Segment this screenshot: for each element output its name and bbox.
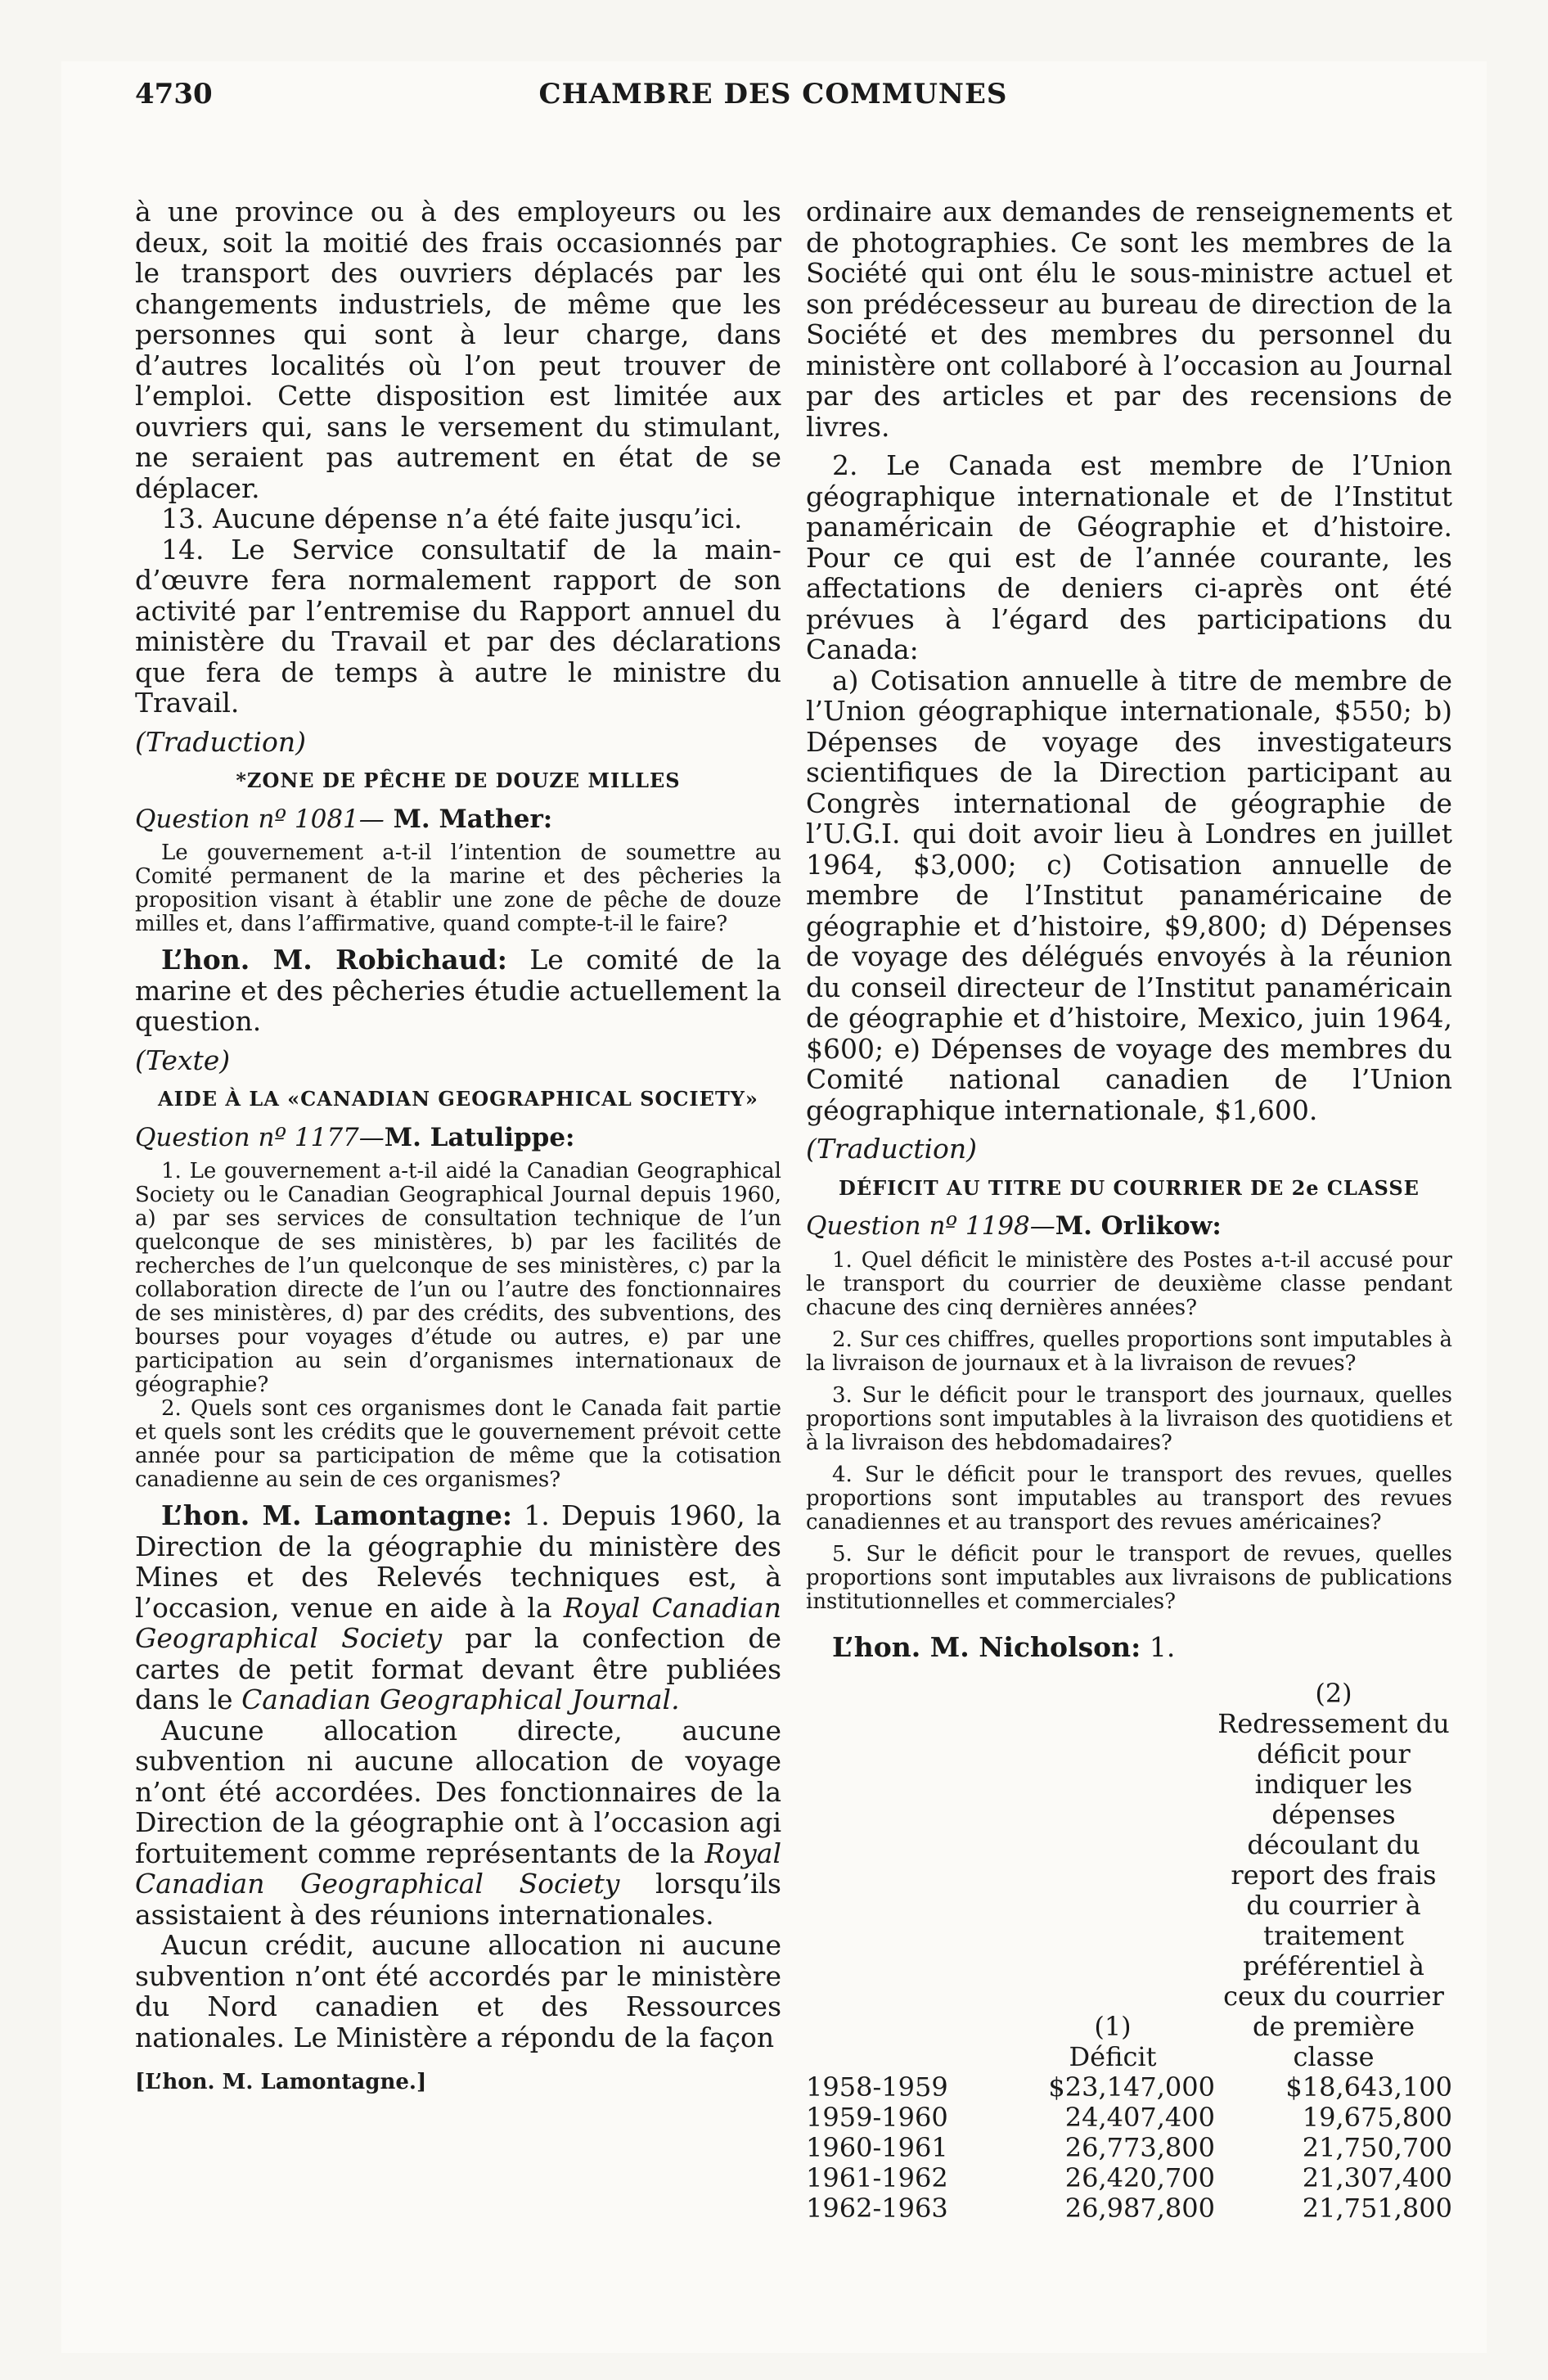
question-text: 2. Quels sont ces organismes dont le Canada fait partie et quels sont les crédits que le gouvernement prévoit cette année pour sa participation de même que la cotisation canadienne au sein de ces organismes? [135, 1396, 781, 1492]
page-title: CHAMBRE DES COMMUNES [538, 78, 1008, 110]
answer-text: 1. Depuis 1960, la Direction de la géographie du ministère des Mines et des Relevés techniques est, à l’occasion, venue en aide à la [135, 1499, 781, 1624]
question-author: M. Mather: [384, 804, 553, 834]
adjustment-cell: 21,750,700 [1302, 2132, 1452, 2163]
column-number: (1) [1094, 2011, 1132, 2042]
year-cell: 1960-1961 [806, 2132, 948, 2163]
page-header [135, 78, 1411, 119]
adjustment-cell: 19,675,800 [1302, 2102, 1452, 2133]
question-text: Le gouvernement a-t-il l’intention de soumettre au Comité permanent de la marine et des pêcheries la proposition visant à établir une zone de pêche de douze milles et, dans l’affirmative, quand compte-t-il le faire? [135, 841, 781, 936]
paragraph [135, 1715, 781, 1931]
table-row [806, 2103, 1452, 2133]
section-heading: DÉFICIT AU TITRE DU COURRIER DE 2e CLASSE [839, 1175, 1420, 1200]
deficit-cell: 26,420,700 [1064, 2162, 1215, 2193]
section-heading: AIDE À LA «CANADIAN GEOGRAPHICAL SOCIETY» [158, 1087, 758, 1111]
question-text: 4. Sur le déficit pour le transport des revues, quelles proportions sont imputables au transport des revues canadiennes et au transport des revues américaines? [806, 1462, 1452, 1535]
answer [135, 944, 781, 1037]
year-cell: 1962-1963 [806, 2193, 948, 2224]
paragraph: 14. Le Service consultatif de la main-d’œuvre fera normalement rapport de son activité par l’entremise du Rapport annuel du ministère du Travail et par des déclarations que fera de temps à autre le ministre du Travail. [135, 533, 781, 719]
question-label: Question nº 1081— [135, 804, 385, 834]
question-author: M. Latulippe: [384, 1122, 575, 1152]
deficit-cell: 24,407,400 [1064, 2102, 1215, 2133]
question-text: 1. Quel déficit le ministère des Postes a-t-il accusé pour le transport du courrier de deuxième classe pendant chacune des cinq dernières années? [806, 1247, 1452, 1320]
answer [135, 1500, 781, 1715]
speaker-name: L’hon. M. Nicholson: [832, 1630, 1141, 1663]
question-author: M. Orlikow: [1055, 1211, 1222, 1241]
section-marker: (Texte) [135, 1044, 231, 1076]
question-heading [135, 1123, 781, 1154]
column-title: Déficit [1069, 2041, 1157, 2072]
deficit-cell: 26,987,800 [1064, 2193, 1215, 2224]
paragraph: 2. Le Canada est membre de l’Union géographique internationale et de l’Institut panaméricain de Géographie et d’histoire. Pour ce qui est de l’année courante, les affectations de deniers ci-après ont été prévues à l’égard des participations du Canada: [806, 449, 1452, 665]
answer-text: 1. [1141, 1630, 1176, 1663]
table-row [806, 2193, 1452, 2224]
answer-text: Le comité de la marine et des pêcheries étudie actuellement la question. [135, 944, 781, 1037]
page-number: 4730 [135, 78, 213, 110]
section-marker: (Traduction) [135, 725, 307, 758]
answer-italic: Royal Canadian Geographical Society [135, 1591, 781, 1654]
column-header [1010, 1709, 1215, 2072]
year-cell: 1959-1960 [806, 2102, 948, 2133]
paragraph: 13. Aucune dépense n’a été faite jusqu’ici. [161, 503, 743, 534]
speaker-name: L’hon. M. Robichaud: [161, 944, 507, 976]
right-column [806, 196, 1452, 2224]
answer [806, 1632, 1452, 1663]
question-heading [806, 1211, 1452, 1242]
section-marker: (Traduction) [806, 1133, 978, 1165]
left-column [135, 196, 781, 2094]
table-row [806, 2072, 1452, 2103]
deficit-table [806, 1679, 1452, 2224]
table-row [806, 2133, 1452, 2163]
deficit-cell: $23,147,000 [1048, 2071, 1215, 2103]
paragraph: a) Cotisation annuelle à titre de membre de l’Union géographique internationale, $550; b) Dépenses de voyage des investigateurs scientifiques de la Direction participant au Congrès international de géographie de l’U.G.I. qui doit avoir lieu à Londres en juillet 1964, $3,000; c) Cotisation annuelle de membre de l’Institut panaméricaine de géographie et d’histoire, $9,800; d) Dépenses de voyage des délégués envoyés à la réunion du conseil directeur de l’Institut panaméricain de géographie et d’histoire, Mexico, juin 1964, $600; e) Dépenses de voyage des membres du Comité national canadien de l’Union géographique internationale, $1,600. [806, 664, 1452, 1126]
adjustment-cell: 21,307,400 [1302, 2162, 1452, 2193]
adjustment-cell: $18,643,100 [1285, 2071, 1452, 2103]
year-cell: 1961-1962 [806, 2162, 948, 2193]
question-label: Question nº 1177— [135, 1122, 385, 1152]
year-cell: 1958-1959 [806, 2071, 948, 2103]
section-heading: *ZONE DE PÊCHE DE DOUZE MILLES [236, 769, 681, 792]
paragraph-italic: Royal Canadian Geographical Society [135, 1837, 781, 1900]
answer-text: par la confection de cartes de petit format devant être publiées dans le [135, 1622, 781, 1715]
question-text: 5. Sur le déficit pour le transport de revues, quelles proportions sont imputables aux livraisons de publications institutionnelles et commerciales? [806, 1541, 1452, 1614]
paragraph-text: Aucune allocation directe, aucune subvention ni aucune allocation de voyage n’ont été accordées. Des fonctionnaires de la Direction de la géographie ont à l’occasion agi fortuitement comme représentants de la [135, 1714, 781, 1869]
table-row [806, 2163, 1452, 2193]
question-heading [135, 805, 781, 836]
paragraph: à une province ou à des employeurs ou les deux, soit la moitié des frais occasionnés par le transport des ouvriers déplacés par les changements industriels, de même que les personnes qui sont à leur charge, dans d’autres localités où l’on peut trouver de l’emploi. Cette disposition est limitée aux ouvriers qui, sans le versement du stimulant, ne seraient pas autrement en état de se déplacer. [135, 196, 781, 504]
page-footer: [L’hon. M. Lamontagne.] [135, 2070, 427, 2094]
deficit-cell: 26,773,800 [1064, 2132, 1215, 2163]
question-label: Question nº 1198— [806, 1211, 1055, 1241]
question-text: 1. Le gouvernement a-t-il aidé la Canadian Geographical Society ou le Canadian Geographical Journal depuis 1960, a) par ses services de consultation technique de l’un quelconque de ses ministères, b) par les facilités de recherches de l’un quelconque de ses ministères, c) par la collaboration directe de l’un ou l’autre des fonctionnaires de ses ministères, d) par des crédits, des subventions, des bourses pour voyages d’étude ou autres, e) par une participation au sein d’organismes internationaux de géographie? [135, 1159, 781, 1397]
answer-italic: Canadian Geographical Journal. [241, 1684, 680, 1715]
column-title: Redressement du déficit pour indiquer les dépenses découlant du report des frais du courrier à traitement préférentiel à ceux du courrier de première classe [1217, 1708, 1450, 2072]
paragraph-text: lorsqu’ils assistaient à des réunions internationales. [135, 1868, 781, 1931]
adjustment-cell: 21,751,800 [1302, 2193, 1452, 2224]
paragraph: ordinaire aux demandes de renseignements et de photographies. Ce sont les membres de la Société qui ont élu le sous-ministre actuel et son prédécesseur au bureau de direction de la Société et des membres du personnel du ministère ont collaboré à l’occasion au Journal par des articles et par des recensions de livres. [806, 196, 1452, 443]
column-number: (2) [1315, 1678, 1352, 1709]
speaker-name: L’hon. M. Lamontagne: [161, 1499, 513, 1531]
question-text: 3. Sur le déficit pour le transport des journaux, quelles proportions sont imputables à la livraison des quotidiens et à la livraison des hebdomadaires? [806, 1382, 1452, 1455]
question-text: 2. Sur ces chiffres, quelles proportions sont imputables à la livraison de journaux et à la livraison de revues? [806, 1327, 1452, 1376]
paragraph: Aucun crédit, aucune allocation ni aucune subvention n’ont été accordés par le ministère du Nord canadien et des Ressources nationales. Le Ministère a répondu de la façon [135, 1929, 781, 2053]
